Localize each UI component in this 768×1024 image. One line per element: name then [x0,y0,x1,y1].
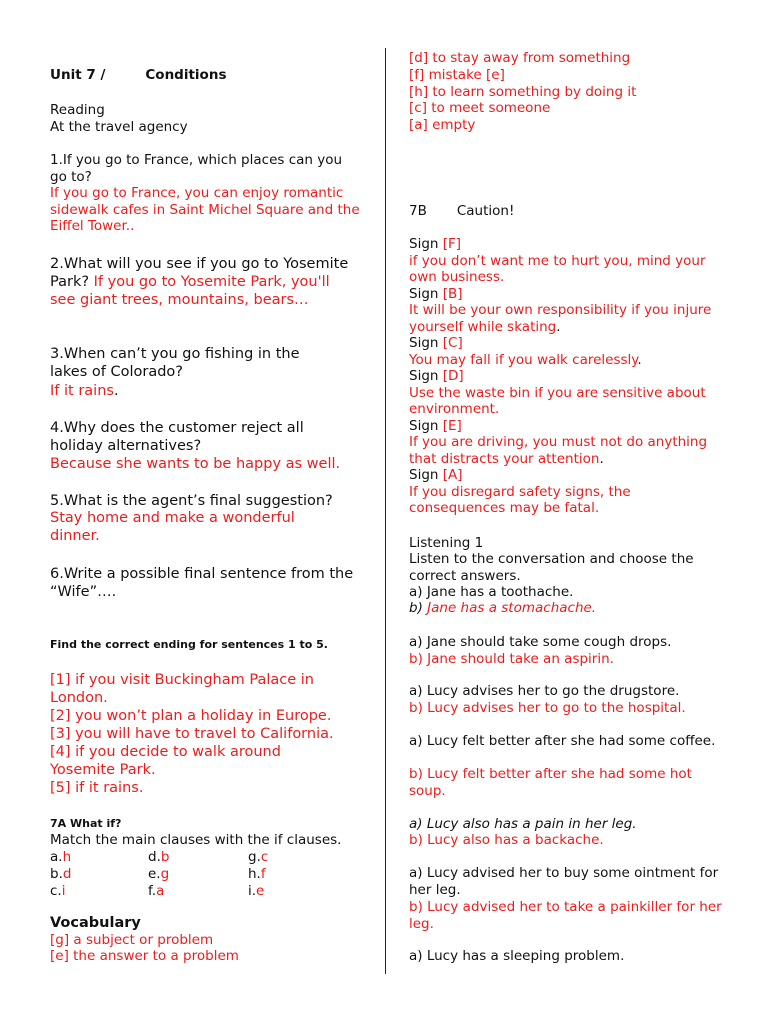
question-1: 1.If you go to France, which places can you go to? [50,152,343,185]
option-a: a) Lucy has a sleeping problem. [409,948,625,964]
sign-item: Sign [E] [409,417,462,434]
answer-5: Stay home and make a wonderful dinner. [50,510,295,544]
option-a: a) Lucy advised her to buy some ointment for her leg. [409,865,719,898]
ending-2: [2] you won’t plan a holiday in Europe. [50,708,332,724]
vocab-item: [c] to meet someone [409,100,551,116]
answer-1: If you go to France, you can enjoy romantic sidewalk cafes in Saint Michel Square and the Eiffel Tower.. [50,185,360,234]
unit-heading [50,67,226,84]
answer-2: If you go to Yosemite Park, you'll see giant trees, mountains, bears… [50,274,330,308]
match-item: h.f [248,866,266,882]
vocab-item: [g] a subject or problem [50,932,214,948]
option-b: b) Jane has a stomachache. [409,600,597,616]
option-b: b) Lucy felt better after she had some hot soup. [409,766,692,799]
ending-1: [1] if you visit Buckingham Palace in London. [50,672,314,706]
column-divider [385,48,386,974]
option-a: a) Lucy also has a pain in her leg. [409,816,637,832]
caution-heading [409,203,514,220]
option-b: b) Lucy advises her to go to the hospital. [409,700,686,716]
question-3: 3.When can’t you go fishing in the lakes of Colorado? [50,346,300,380]
vocab-item: [h] to learn something by doing it [409,84,637,100]
sign-text: Use the waste bin if you are sensitive about environment. [409,384,706,417]
option-b: b) Lucy also has a backache. [409,832,604,848]
option-a: a) Jane has a toothache. [409,584,574,600]
reading-label: Reading [50,102,105,118]
option-a: a) Jane should take some cough drops. [409,634,672,650]
vocab-item: [a] empty [409,117,476,133]
answer-3-line: If it rains. [50,383,119,399]
question-2: 2.What will you see if you go to Yosemite Park? [50,256,349,290]
match-row-1 [50,849,268,866]
sign-item: Sign [A] [409,467,463,483]
answer-4: Because she wants to be happy as well. [50,456,341,472]
sign-text-line: If you are driving, you must not do anything that distracts your attention. [409,434,708,467]
option-b: b) Lucy advised her to take a painkiller for her leg. [409,899,722,932]
sign-text: if you don’t want me to hurt you, mind your own business. [409,252,706,285]
question-4: 4.Why does the customer reject all holiday alternatives? [50,420,304,454]
sign-text: If you disregard safety signs, the consequences may be fatal. [409,483,631,516]
listening-title: Listening 1 [409,535,484,551]
whatif-heading: 7A What if? [50,817,122,830]
vocab-item: [f] mistake [e] [409,67,505,83]
ending-3: [3] you will have to travel to California. [50,726,334,742]
option-a: a) Lucy felt better after she had some coffee. [409,733,716,749]
unit-title: Conditions [145,67,227,83]
question-5: 5.What is the agent’s final suggestion? [50,493,333,509]
signs-list [409,236,729,517]
find-heading: Find the correct ending for sentences 1 to 5. [50,638,328,651]
caution-number: 7B [409,203,427,219]
page-subtitle: At the travel agency [50,119,188,135]
match-item: b.d [50,866,72,882]
option-b: b) Jane should take an aspirin. [409,651,614,667]
vocabulary-heading: Vocabulary [50,915,141,931]
answer-3: If it rains [50,383,114,399]
sign-item: Sign [B] [409,285,463,302]
match-item: i.e [248,883,265,899]
option-a: a) Lucy advises her to go the drugstore. [409,683,680,699]
match-item: e.g [148,866,170,882]
match-item: f.a [148,883,165,899]
match-item: d.b [148,849,170,865]
match-row-3 [50,883,264,900]
whatif-instructions: Match the main clauses with the if clauses. [50,832,342,848]
vocab-item: [d] to stay away from something [409,50,631,66]
ending-5: [5] if it rains. [50,780,144,796]
sign-item: Sign [D] [409,368,464,384]
unit-label: Unit 7 / [50,67,106,83]
vocab-item: [e] the answer to a problem [50,948,239,964]
caution-title: Caution! [456,203,515,219]
endings-list [50,671,350,797]
match-row-2 [50,866,266,883]
sign-item: Sign [F] [409,236,462,252]
match-item: a.h [50,849,72,865]
ending-4: [4] if you decide to walk around Yosemite Park. [50,744,281,778]
match-item: g.c [248,849,269,865]
sign-text-line: You may fall if you walk carelessly. [409,351,642,368]
match-item: c.i [50,883,66,899]
listening-instructions: Listen to the conversation and choose the correct answers. [409,551,694,584]
sign-text-line: It will be your own responsibility if you injure yourself while skating. [409,302,712,335]
question-2-block [50,255,350,309]
question-6: 6.Write a possible final sentence from the “Wife”…. [50,566,354,600]
sign-item: Sign [C] [409,335,463,351]
